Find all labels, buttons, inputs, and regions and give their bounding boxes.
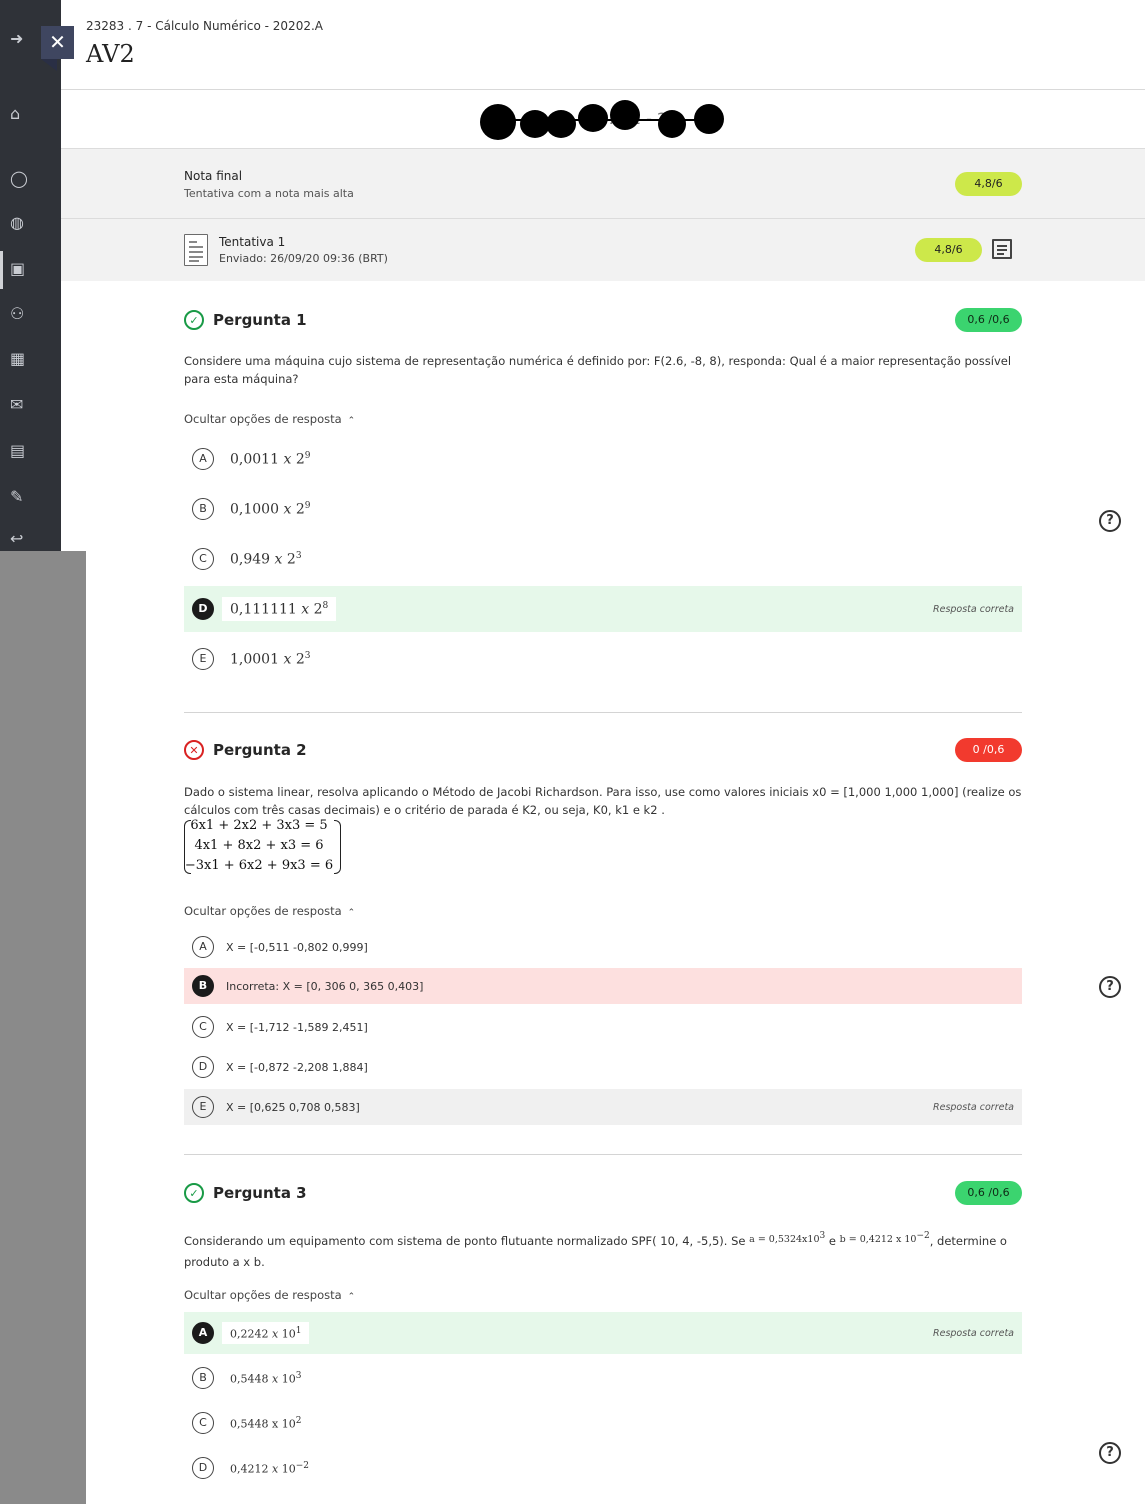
equation-row: −3x1 + 6x2 + 9x3 = 6	[184, 858, 334, 873]
option-value: 1,0001 x $2^3$	[230, 650, 311, 668]
option-letter: A	[192, 448, 214, 470]
question-text: Considere uma máquina cujo sistema de representação numérica é definido por: F(2.6, -8, 8), responda: Qual é a maior representação possível para esta máquina?	[184, 354, 1012, 386]
close-button-flag	[41, 59, 57, 71]
final-grade-title: Nota final	[184, 169, 243, 183]
question-score-badge: 0,6 /0,6	[955, 308, 1022, 332]
option-letter: A	[192, 1322, 214, 1344]
option-value-box	[222, 597, 336, 622]
attempt-row[interactable]	[61, 218, 1145, 281]
question-title: Pergunta 2	[213, 741, 307, 759]
arrow-icon: ➜	[10, 29, 24, 48]
grades-icon: ▤	[10, 441, 26, 460]
option-letter: D	[192, 1457, 214, 1479]
document-icon	[184, 234, 208, 266]
help-icon[interactable]: ?	[1099, 976, 1121, 998]
attempt-submitted: Enviado: 26/09/20 09:36 (BRT)	[219, 252, 388, 265]
question-title: Pergunta 3	[213, 1184, 307, 1202]
option-text: X = [-0,511 -0,802 0,999]	[226, 940, 368, 954]
answer-option-correct	[184, 1312, 1022, 1354]
question-text: Considerando um equipamento com sistema de ponto flutuante normalizado SPF( 10, 4, -5,5). Se $^{a = 0,5324x10^3}$ e $^{b = 0,4212 x 10^{-2}}$, determine o produto a x b.	[184, 1231, 1007, 1270]
redaction-blob	[578, 104, 608, 132]
help-icon[interactable]: ?	[1099, 1442, 1121, 1464]
redaction-blob	[658, 110, 686, 138]
option-letter: B	[192, 498, 214, 520]
chevron-up-icon: ⌃	[347, 1292, 356, 1302]
equation-row: 6x1 + 2x2 + 3x3 = 5	[190, 818, 328, 833]
answer-option	[184, 1455, 1022, 1481]
option-text: X = [-1,712 -1,589 2,451]	[226, 1020, 368, 1034]
toggle-label: Ocultar opções de resposta	[184, 904, 342, 918]
correct-answer-label: Resposta correta	[933, 603, 1014, 615]
course-breadcrumb: 23283 . 7 - Cálculo Numérico - 20202.A	[86, 19, 323, 33]
answer-option-incorrect	[184, 968, 1022, 1004]
correct-answer-label: Resposta correta	[933, 1101, 1014, 1113]
right-brace	[334, 820, 341, 874]
redaction-blob	[546, 110, 576, 138]
question-score-badge: 0 /0,6	[955, 738, 1022, 762]
hide-options-toggle[interactable]	[184, 904, 355, 918]
mail-icon: ✉	[10, 395, 24, 414]
courses-icon: ▣	[10, 259, 26, 278]
question-divider	[184, 1154, 1022, 1155]
globe-icon: ◍	[10, 213, 24, 232]
user-icon: ◯	[10, 169, 28, 188]
toggle-label: Ocultar opções de resposta	[184, 1288, 342, 1302]
attempt-title: Tentativa 1	[219, 235, 286, 249]
answer-option	[184, 1054, 1022, 1080]
x-circle-icon: ✕	[184, 740, 204, 760]
option-value: 0,111111 x $2^8$	[230, 600, 329, 618]
help-icon[interactable]: ?	[1099, 510, 1121, 532]
chevron-up-icon: ⌃	[347, 416, 356, 426]
option-value-box	[222, 1322, 309, 1345]
answer-option	[184, 934, 1022, 960]
comment-icon[interactable]	[992, 239, 1012, 259]
option-value: 0,2242 x $10^1$	[230, 1325, 302, 1341]
answer-option-correct	[184, 1089, 1022, 1125]
linear-system	[184, 818, 342, 876]
answer-option	[184, 545, 1022, 573]
redaction-blob	[610, 100, 640, 130]
redaction-blob	[480, 104, 516, 140]
edit-icon: ✎	[10, 487, 24, 506]
question-1-header	[184, 310, 307, 330]
logout-icon: ↩	[10, 529, 24, 548]
option-letter: A	[192, 936, 214, 958]
sidebar-selection-indicator	[0, 251, 3, 289]
question-title: Pergunta 1	[213, 311, 307, 329]
option-letter: E	[192, 648, 214, 670]
correct-answer-label: Resposta correta	[933, 1327, 1014, 1339]
option-letter: D	[192, 1056, 214, 1078]
question-score-badge: 0,6 /0,6	[955, 1181, 1022, 1205]
question-3-header	[184, 1183, 307, 1203]
option-text: X = [-0,872 -2,208 1,884]	[226, 1060, 368, 1074]
hide-options-toggle[interactable]	[184, 412, 355, 426]
answer-option	[184, 1014, 1022, 1040]
option-letter: C	[192, 1016, 214, 1038]
answer-option	[184, 445, 1022, 473]
final-grade-subtitle: Tentativa com a nota mais alta	[184, 187, 354, 200]
redacted-subtitle	[470, 98, 735, 142]
option-letter: C	[192, 548, 214, 570]
check-circle-icon: ✓	[184, 310, 204, 330]
chevron-up-icon: ⌃	[347, 908, 356, 918]
option-value: 0,5448 x $10^3$	[230, 1370, 302, 1386]
option-value: 0,4212 x $10^{-2}$	[230, 1460, 309, 1476]
toggle-label: Ocultar opções de resposta	[184, 412, 342, 426]
option-value: 0,949 x $2^3$	[230, 550, 302, 568]
question-divider	[184, 712, 1022, 713]
attempt-grade-badge: 4,8/6	[915, 238, 982, 262]
groups-icon: ⚇	[10, 304, 25, 323]
final-grade-badge: 4,8/6	[955, 172, 1022, 196]
institution-icon: ⌂	[10, 104, 21, 123]
page-title: AV2	[86, 40, 135, 68]
option-value: 0,0011 x $2^9$	[230, 450, 311, 468]
redaction-blob	[694, 104, 724, 134]
answer-option-correct	[184, 586, 1022, 632]
option-letter: D	[192, 598, 214, 620]
answer-option	[184, 1410, 1022, 1436]
answer-option	[184, 645, 1022, 673]
answer-option	[184, 495, 1022, 523]
option-letter: C	[192, 1412, 214, 1434]
answer-option	[184, 1365, 1022, 1391]
hide-options-toggle[interactable]	[184, 1288, 355, 1302]
final-grade-section	[61, 148, 1145, 218]
close-button[interactable]	[41, 26, 74, 59]
calendar-icon: ▦	[10, 349, 26, 368]
check-circle-icon: ✓	[184, 1183, 204, 1203]
option-letter: B	[192, 1367, 214, 1389]
question-text: Dado o sistema linear, resolva aplicando o Método de Jacobi Richardson. Para isso, use como valores iniciais x0 = [1,000 1,000 1,000] (realize os cálculos com três casas decimais) e o critério de parada é K2, ou seja, K0, k1 e k2 .	[184, 785, 1022, 817]
header-divider	[61, 89, 1145, 90]
option-value: 0,1000 x $2^9$	[230, 500, 311, 518]
background-sidebar	[0, 0, 61, 551]
close-icon: ✕	[49, 30, 66, 54]
option-value: 0,5448 x $10^2$	[230, 1415, 302, 1431]
option-text: Incorreta: X = [0, 306 0, 365 0,403]	[226, 979, 424, 993]
option-letter: B	[192, 975, 214, 997]
option-letter: E	[192, 1096, 214, 1118]
question-2-header	[184, 740, 307, 760]
equation-row: 4x1 + 8x2 + x3 = 6	[194, 838, 324, 853]
option-text: X = [0,625 0,708 0,583]	[226, 1100, 360, 1114]
